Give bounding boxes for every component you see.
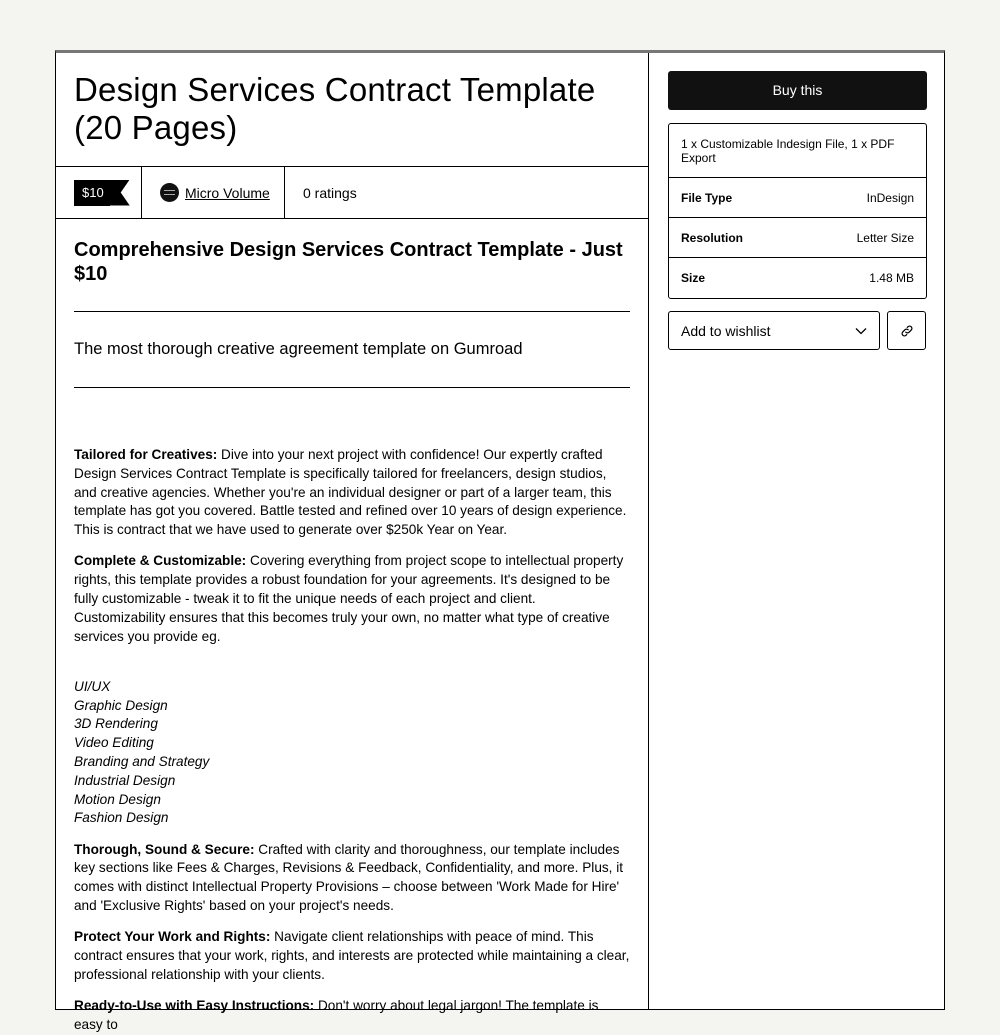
product-title-line1: Design Services Contract Template (74, 71, 596, 108)
creator-name[interactable]: Micro Volume (185, 184, 270, 201)
ratings-count: 0 ratings (303, 184, 357, 201)
price-tag (74, 180, 130, 206)
product-meta-row (56, 167, 648, 219)
list-item: UI/UX (74, 678, 111, 694)
creator-avatar (160, 183, 179, 202)
purchase-sidebar (650, 53, 944, 1009)
price-tag-notch (110, 180, 130, 206)
list-item: Motion Design (74, 791, 161, 807)
product-title-line2: (20 Pages) (74, 109, 238, 146)
services-list (74, 659, 630, 828)
info-key: File Type (681, 190, 733, 205)
creator-link[interactable] (142, 167, 285, 218)
link-icon (900, 324, 914, 338)
info-row-resolution (669, 218, 926, 258)
paragraph-secure: Thorough, Sound & Secure: Crafted with clarity and thoroughness, our template includes key sections like Fees & Charges, Revisions & Feedback, Confidentiality, and more. Plus, it comes with distinct Intellectual Property Provisions – choose between 'Work Made for Hire' and 'Exclusive Rights' based on your project's needs. (74, 841, 624, 914)
description-heading: Comprehensive Design Services Contract Template - Just $10 (74, 239, 623, 285)
title-block (56, 53, 648, 167)
product-info-table (668, 123, 927, 299)
info-value: 1.48 MB (869, 271, 914, 285)
product-description (56, 238, 648, 1035)
product-card (55, 50, 945, 1033)
paragraph-tailored: Tailored for Creatives: Dive into your next project with confidence! Our expertly crafted Design Services Contract Template is specifically tailored for freelancers, design studios, and creative agencies. Whether you're an individual designer or part of a larger team, this template has got you covered. Battle tested and refined over 10 years of design experience. This is contract that we have used to generate over $250k Year on Year. (74, 447, 627, 538)
price-value: $10 (74, 180, 110, 206)
product-main-column (56, 53, 649, 1033)
list-item: Graphic Design (74, 697, 168, 713)
list-item: Video Editing (74, 735, 154, 751)
paragraph-customizable: Complete & Customizable: Covering everything from project scope to intellectual property rights, this template provides a robust foundation for your agreements. It's designed to be fully customizable - tweak it to fit the unique needs of each project and client. Customizability ensures that this becomes truly your own, no matter what type of creative services you provide eg. (74, 553, 624, 644)
info-row-size (669, 258, 926, 298)
tagline: The most thorough creative agreement template on Gumroad (74, 340, 523, 358)
secondary-actions (668, 311, 926, 350)
list-item: 3D Rendering (74, 716, 158, 732)
info-key: Size (681, 271, 706, 285)
list-item: Industrial Design (74, 772, 176, 788)
info-value: InDesign (866, 190, 914, 205)
divider (74, 387, 630, 388)
product-title (74, 71, 630, 147)
add-to-wishlist-dropdown[interactable] (668, 311, 880, 350)
paragraph-protect: Protect Your Work and Rights: Navigate client relationships with peace of mind. This contract ensures that your work, rights, and interests are protected while maintaining a clear, professional relationship with your clients. (74, 929, 630, 982)
description-body (74, 446, 630, 1035)
wishlist-label: Add to wishlist (681, 322, 771, 339)
paragraph-ready: Ready-to-Use with Easy Instructions: Don't worry about legal jargon! The template is easy to (74, 998, 599, 1033)
chevron-down-icon (855, 327, 867, 335)
price-cell (56, 167, 142, 218)
buy-button[interactable]: Buy this (668, 71, 927, 110)
copy-link-button[interactable] (887, 311, 926, 350)
list-item: Branding and Strategy (74, 753, 210, 769)
list-item: Fashion Design (74, 810, 169, 826)
info-row-file-type (669, 178, 926, 218)
info-key: Resolution (681, 230, 743, 245)
product-contents-description: 1 x Customizable Indesign File, 1 x PDF Export (669, 124, 926, 178)
info-value: Letter Size (856, 230, 914, 245)
